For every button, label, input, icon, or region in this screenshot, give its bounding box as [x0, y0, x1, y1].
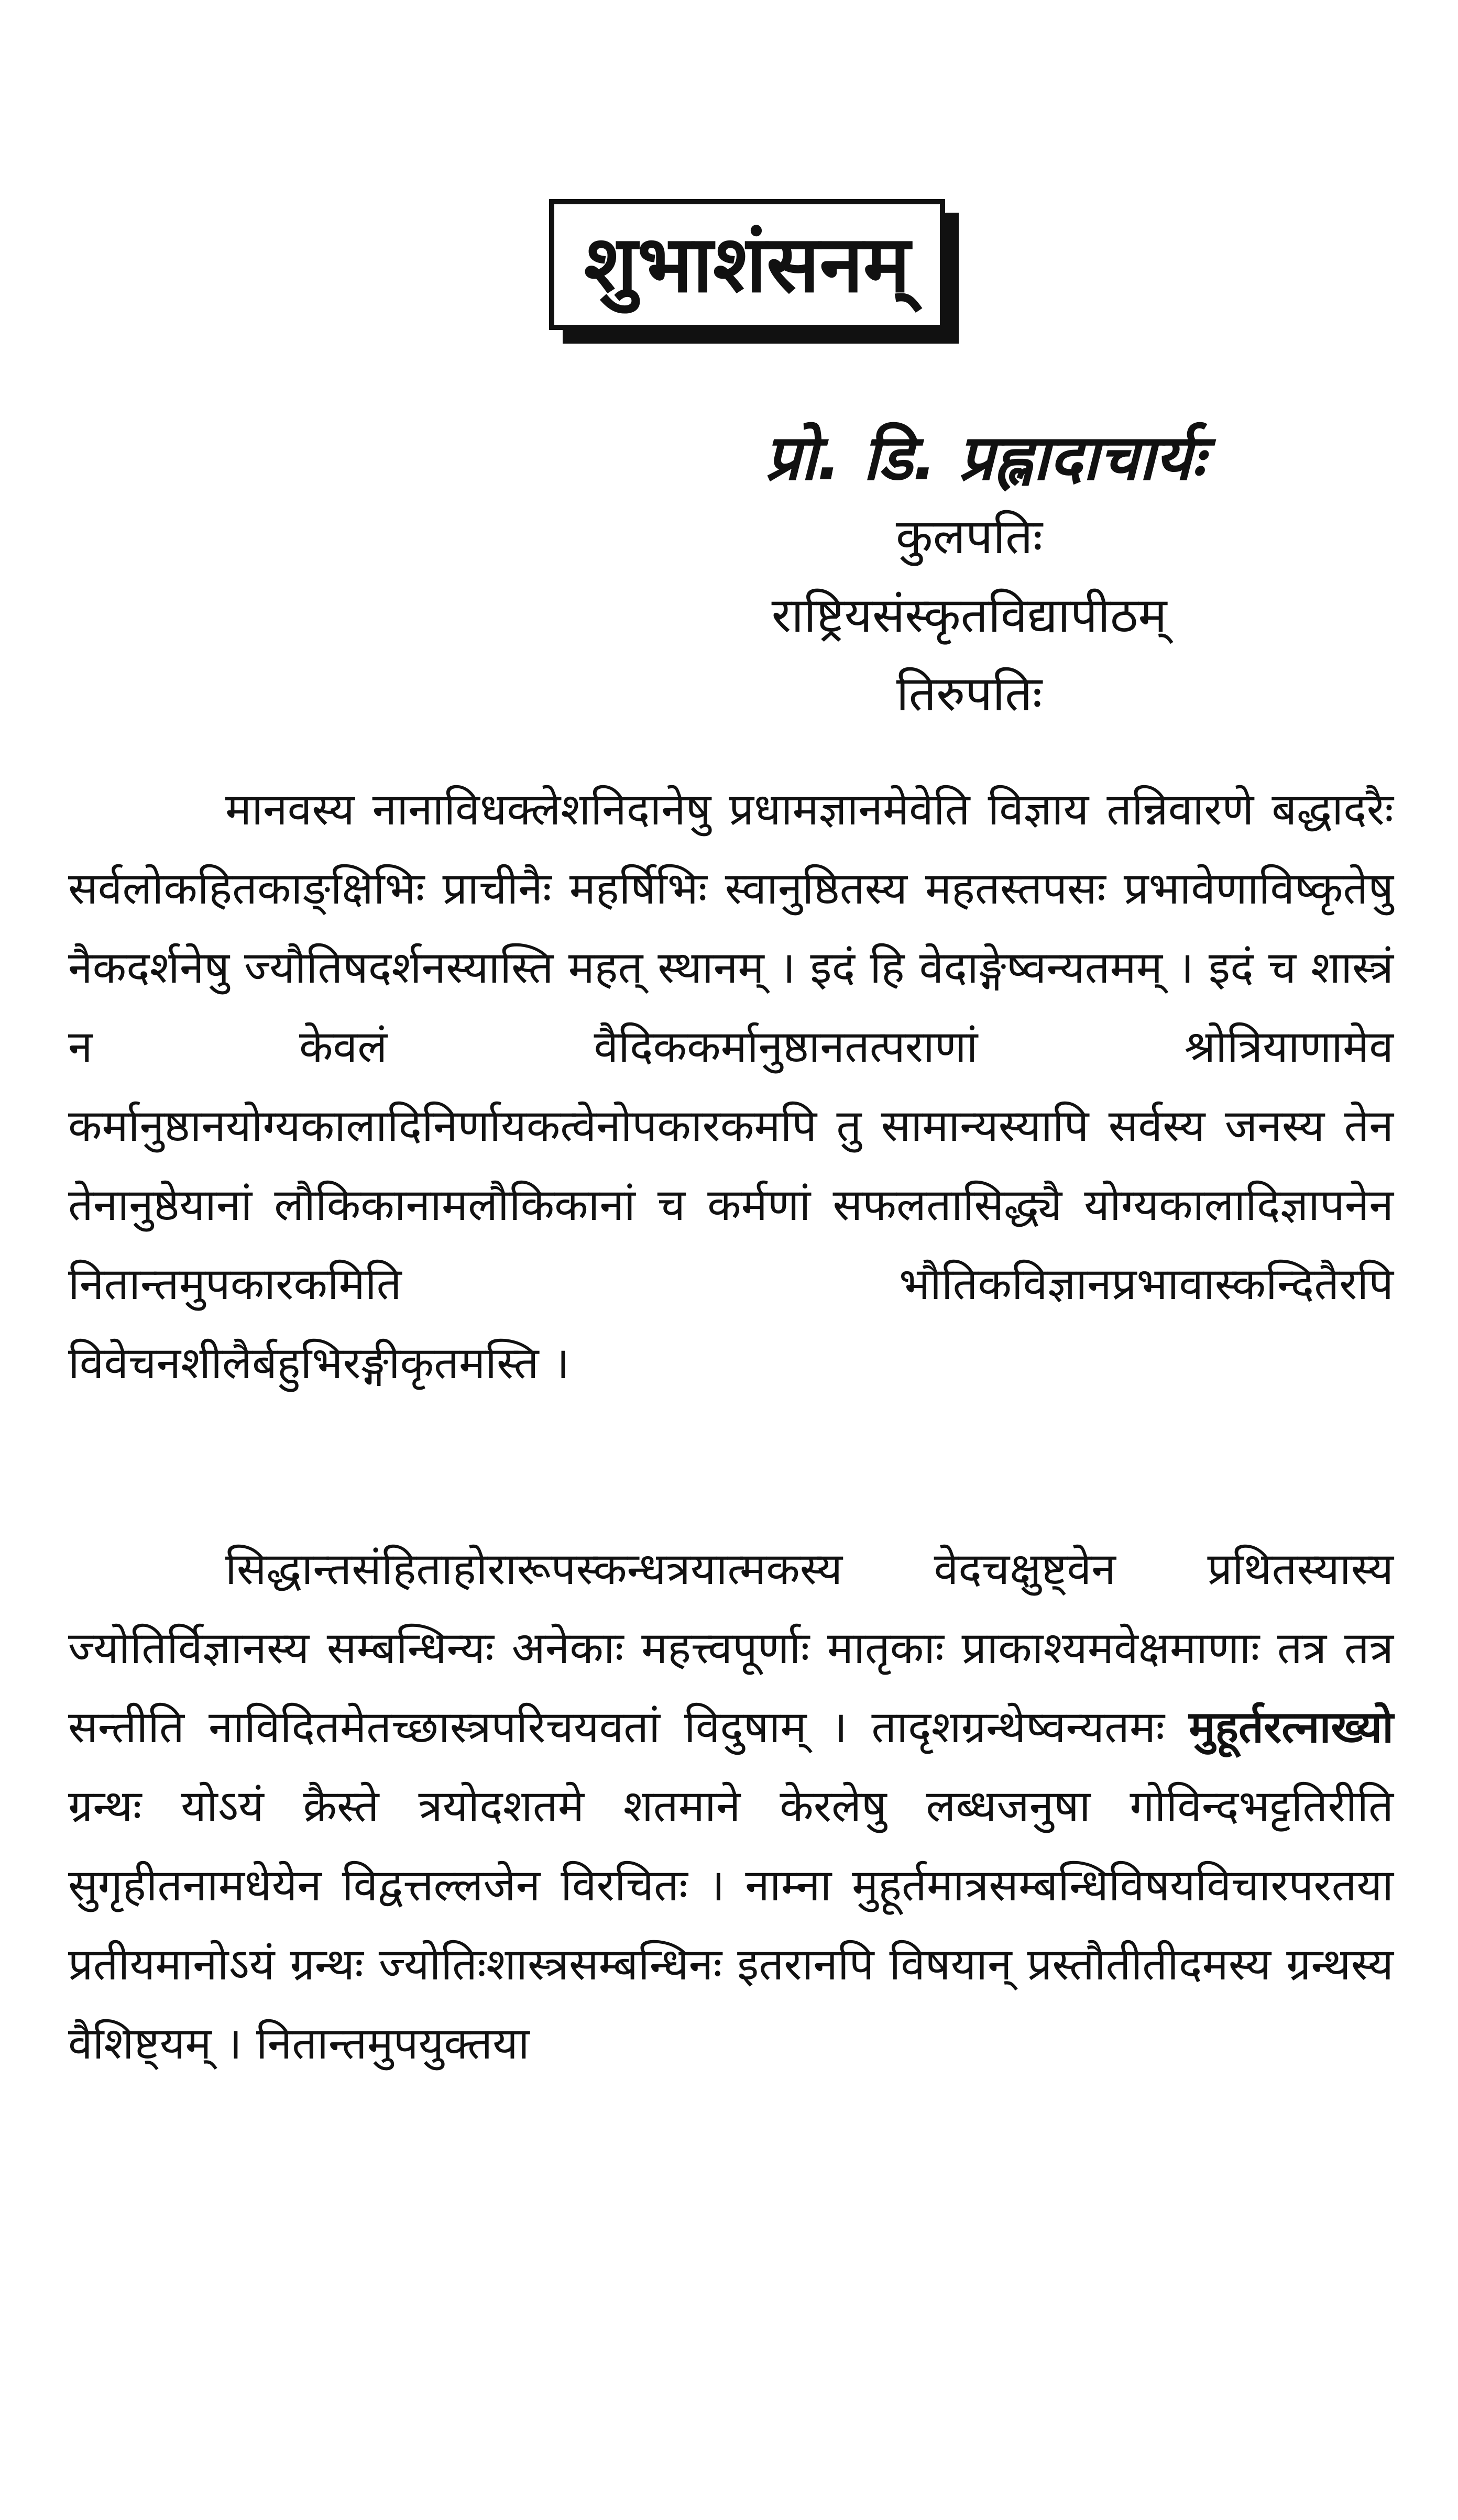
- paragraph-1-text: मानवस्य नानाविधक्लेशनिदानेषु प्रधामज्ञानमेवेति विज्ञाय तन्निवारणे बद्धादरैः सर्वलोकहितकाङ्क्षिभिः प्राचीनैः महर्षिभिः स्वानुष्ठितस्य महतस्तपसः प्रभावेणाविष्कृतेषु नैकदर्शनेषु ज्यौतिषदर्शनस्यास्ति महत् स्थानम् । इदं हि वेदाङ्गेष्वन्यतमम् । इदं च शास्त्रं न केवलं वैदिककर्मानुष्ठानतत्पराणां श्रोत्रियाणामेव कर्मानुष्ठानयोग्यकालादिनिर्णायकत्वेनोपकारकमपि तु सामान्यस्यापि सर्वस्य जनस्य तेन तेनानुष्ठेयानां लौकिकानामलौकिकानां च कर्मणां सफलतासिद्ध्यै योग्यकालादिज्ञापनेन नितान्तमुपकारकमिति भौतिकविज्ञानप्रभावास्कन्दितैरपि विवेचनशीलैर्बहुभिरङ्गीकृतमस्ति ।: [68, 784, 1394, 1389]
- paragraph-1: [68, 770, 1394, 1403]
- author-place: तिरुपतिः: [896, 666, 1043, 722]
- paragraph-2-text-a: सिद्धान्तसंहिताहोरारूपस्कन्धत्रयात्मकस्य वेदचक्षुष्ट्वेन प्रथितस्यास्य ज्योतिर्विज्ञानस्य सम्बन्धिन्यः अनेकाः महत्त्वपूर्णाः मातृकाः प्राकाश्यमवेक्षमाणाः तत्र तत्र सन्तीति नाविदितमेतच्छास्त्रपरिचयवतां विदुषाम् । तादृशग्रन्थेष्वन्यतमः: [68, 1543, 1394, 1753]
- page-title: शुभाशंसनम्: [584, 219, 911, 310]
- title-box: [549, 199, 945, 330]
- author-institution: राष्ट्रियसंस्कृतविद्यापीठम्: [771, 587, 1167, 643]
- paragraph-2-text-b: ग्रन्थः योऽयं क्रैस्ते त्रयोदशतमे शतमाने केरलेषु लब्धजनुषा गोविन्दभट्टतिरीति सुगृहीतनामधेयेन विद्वत्तल्लजेन विरचितः । नाम्ना मुहूर्तमात्रसम्बन्धिविषयविचारपरतया प्रतीयमानोऽयं ग्रन्थः ज्योतिःशास्त्रसम्बन्धिनः इतरानपि विषयान् प्रस्तौतीतीदमस्य ग्रन्थस्य वैशिष्ट्यम् । नितान्तमुपयुक्तया: [68, 1780, 1394, 2069]
- author-designation: कुलपतिः: [895, 509, 1043, 565]
- author-block: [629, 419, 1310, 733]
- book-name: मुहूर्तरत्नाख्यो: [1189, 1701, 1394, 1753]
- paragraph-2: [68, 1529, 1394, 2083]
- author-name: प्रो. डि. प्रह्लादाचार्यः: [765, 422, 1204, 494]
